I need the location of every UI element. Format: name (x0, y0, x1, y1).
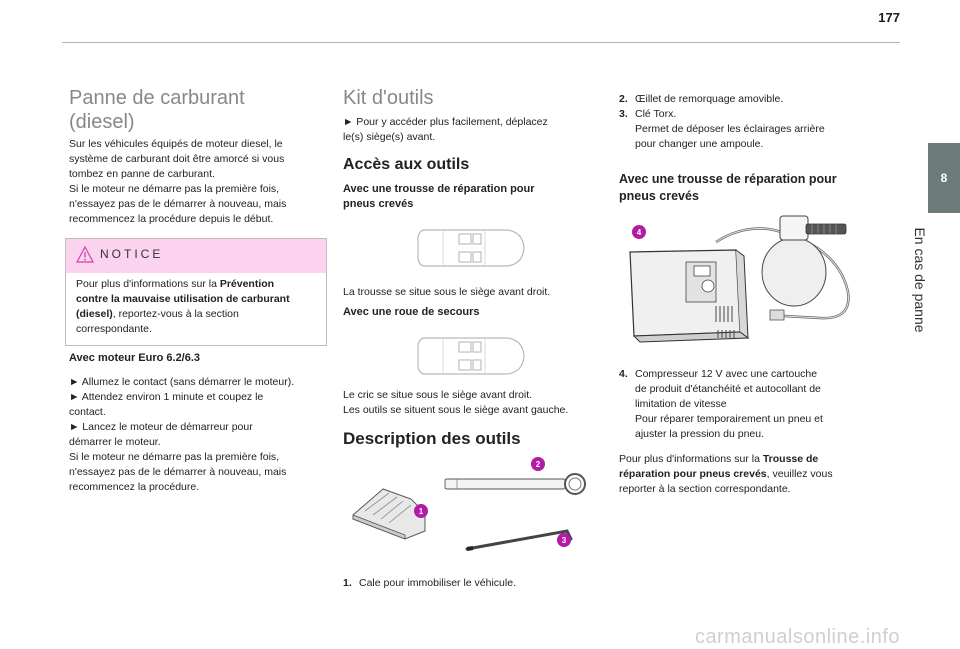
kit-heading-line: pneus crevés (619, 189, 699, 203)
item-text: Cale pour immobiliser le véhicule. (359, 577, 516, 589)
notice-link[interactable]: (diesel) (76, 308, 113, 320)
item-text: Œillet de remorquage amovible. (635, 93, 784, 105)
tool-item-4 (619, 367, 881, 442)
step-line: contact. (69, 406, 106, 418)
fuel-title-line1: Panne de carburant (69, 87, 245, 109)
kit-heading (619, 171, 881, 205)
fuel-intro (69, 137, 329, 227)
tools-illustration (345, 453, 595, 565)
header-rule (62, 42, 900, 43)
more-link[interactable]: Trousse de (762, 453, 819, 465)
car-top-view-diagram (415, 224, 527, 272)
item-text: pour changer une ampoule. (635, 138, 764, 150)
spare-wheel-heading: Avec une roue de secours (343, 306, 480, 318)
access-heading: Accès aux outils (343, 156, 470, 173)
access-line: le(s) siège(s) avant. (343, 131, 436, 143)
repair-kit-location: La trousse se situe sous le siège avant droit. (343, 286, 551, 298)
tool-badge-3: 3 (561, 536, 567, 545)
spare-location-line: Les outils se situent sous le siège avant gauche. (343, 404, 569, 416)
item-number: 4. (619, 368, 628, 380)
notice-box (65, 238, 327, 346)
intro-line: tombez en panne de carburant. (69, 168, 215, 180)
tools-description-heading: Description des outils (343, 429, 521, 448)
item-text: ajuster la pression du pneu. (635, 428, 764, 440)
notice-header (66, 239, 326, 273)
intro-line: Sur les véhicules équipés de moteur diesel, le (69, 138, 283, 150)
notice-link[interactable]: contre la mauvaise utilisation de carburant (76, 293, 290, 305)
step-line: n'essayez pas de le démarrer à nouveau, mais (69, 466, 287, 478)
compressor-badge: 4 (636, 228, 642, 237)
notice-body (76, 277, 321, 337)
tool-item-1 (343, 576, 605, 591)
spare-location-line: Le cric se situe sous le siège avant droit. (343, 389, 533, 401)
more-link[interactable]: réparation pour pneus crevés (619, 468, 767, 480)
intro-line: n'essayez pas de le démarrer à nouveau, mais (69, 198, 287, 210)
watermark: carmanualsonline.info (694, 626, 900, 648)
more-text: Pour plus d'informations sur la (619, 453, 763, 465)
intro-line: système de carburant doit être amorcé si vous (69, 153, 285, 165)
tool-items-2-3 (619, 92, 881, 152)
tool-badge-1: 1 (418, 507, 424, 516)
item-number: 1. (343, 577, 352, 589)
notice-text: , reportez-vous à la section (112, 308, 239, 320)
chapter-tab[interactable]: 8 (928, 143, 960, 213)
intro-line: recommencez la procédure depuis le début. (69, 213, 274, 225)
warning-icon (76, 246, 94, 264)
item-text: Clé Torx. (635, 108, 677, 120)
step-line: démarrer le moteur. (69, 436, 161, 448)
item-text: Permet de déposer les éclairages arrière (635, 123, 825, 135)
item-text: de produit d'étanchéité et autocollant de (635, 383, 821, 395)
engine-steps (69, 375, 331, 495)
step-line: ► Attendez environ 1 minute et coupez le (69, 391, 264, 403)
item-number: 2. (619, 93, 628, 105)
tool-badge-2: 2 (535, 460, 541, 469)
item-text: Compresseur 12 V avec une cartouche (635, 368, 818, 380)
spare-wheel-location (343, 388, 605, 418)
repair-heading (343, 182, 603, 212)
repair-heading-line: pneus crevés (343, 198, 414, 210)
step-line: ► Allumez le contact (sans démarrer le moteur). (69, 376, 295, 388)
compressor-illustration (624, 212, 860, 362)
chapter-title-text: En cas de panne (912, 227, 928, 333)
more-text: reporter à la section correspondante. (619, 483, 791, 495)
car-top-view-diagram (415, 332, 527, 380)
kit-more-info (619, 452, 881, 497)
fuel-section-title (69, 86, 329, 134)
notice-link[interactable]: Prévention (219, 278, 275, 290)
notice-text: Pour plus d'informations sur la (76, 278, 220, 290)
access-line: ► Pour y accéder plus facilement, déplacez (343, 116, 548, 128)
notice-title: NOTICE (100, 247, 164, 261)
chapter-title (900, 205, 940, 355)
item-text: limitation de vitesse (635, 398, 727, 410)
step-line: Si le moteur ne démarre pas la première fois, (69, 451, 280, 463)
intro-line: Si le moteur ne démarre pas la première fois, (69, 183, 280, 195)
engine-heading-text: Avec moteur Euro 6.2/6.3 (69, 352, 201, 364)
page-number: 177 (878, 10, 900, 25)
more-text: , veuillez vous (766, 468, 833, 480)
notice-text: correspondante. (76, 323, 152, 335)
repair-heading-line: Avec une trousse de réparation pour (343, 183, 535, 195)
engine-heading (69, 351, 329, 366)
fuel-title-line2: (diesel) (69, 111, 135, 133)
step-line: ► Lancez le moteur de démarreur pour (69, 421, 253, 433)
kit-heading-line: Avec une trousse de réparation pour (619, 172, 837, 186)
toolkit-title: Kit d'outils (343, 87, 434, 109)
step-line: recommencez la procédure. (69, 481, 200, 493)
item-text: Pour réparer temporairement un pneu et (635, 413, 823, 425)
toolkit-access (343, 115, 603, 145)
item-number: 3. (619, 108, 628, 120)
